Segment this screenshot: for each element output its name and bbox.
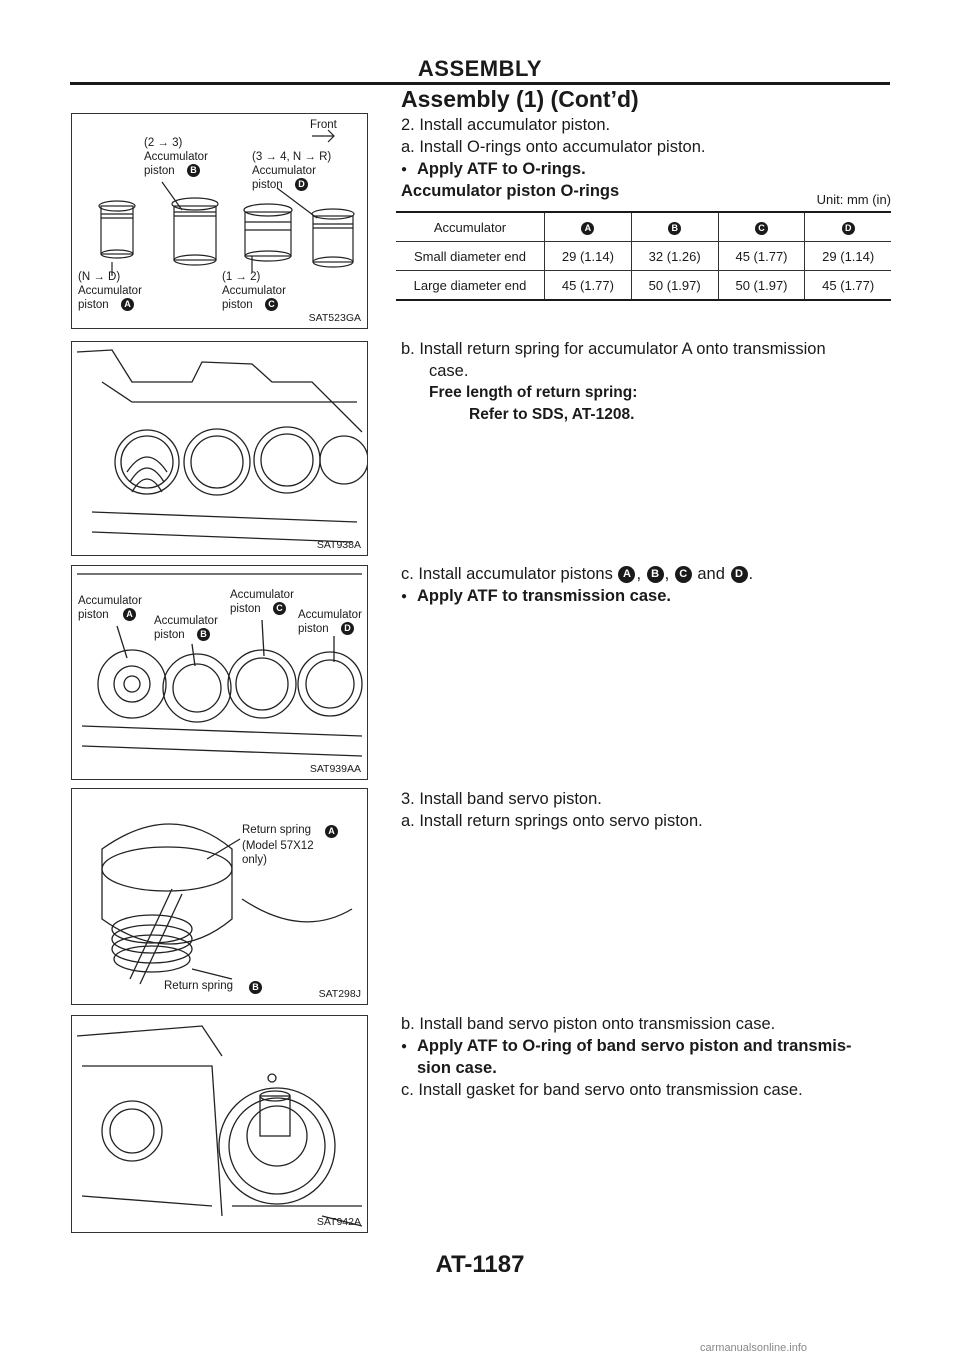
piston-a-label: (N → D) Accumulator piston [78, 271, 142, 311]
table-header-a: A [545, 212, 632, 242]
model-note-label: (Model 57X12 only) [242, 840, 314, 866]
step-3b-note: ● Apply ATF to O-ring of band servo piston and transmis- [401, 1035, 891, 1057]
marker-b: B [249, 981, 262, 994]
table-header-accumulator: Accumulator [396, 212, 545, 242]
marker-a: A [618, 566, 635, 583]
subsection-title: Assembly (1) (Cont’d) [401, 86, 639, 112]
figure-servo-springs [71, 788, 368, 1005]
step-2c-block [401, 563, 891, 607]
step-2a: a. Install O-rings onto accumulator piston. [401, 138, 706, 156]
piston-b-label: (2 → 3) Accumulator piston [144, 137, 208, 177]
table-cell: 29 (1.14) [805, 242, 891, 271]
step-2b-cont: case. [429, 362, 469, 380]
table-cell: Small diameter end [396, 242, 545, 271]
table-row [396, 271, 891, 301]
marker-c: C [273, 602, 286, 615]
figure-code: SAT939AA [309, 763, 361, 775]
page-number: AT-1187 [435, 1251, 525, 1278]
step-2c-text: c. Install accumulator pistons [401, 565, 613, 583]
step-2b-block [401, 338, 891, 426]
piston-c-label: (1 → 2) Accumulator piston [222, 271, 286, 311]
step-2: 2. Install accumulator piston. [401, 116, 611, 134]
header-rule [70, 82, 890, 85]
table-row [396, 242, 891, 271]
section-title: ASSEMBLY [417, 56, 543, 81]
table-cell: 45 (1.77) [805, 271, 891, 301]
step-2b: b. Install return spring for accumulator A onto transmission [401, 340, 826, 358]
figure-band-servo [71, 1015, 368, 1233]
marker-b: B [197, 628, 210, 641]
o-ring-table [396, 211, 891, 301]
spring-spec-ref: Refer to SDS, AT-1208. [469, 406, 635, 423]
step-3b-note-cont: sion case. [417, 1059, 497, 1077]
marker-a: A [123, 608, 136, 621]
figure-code: SAT938A [316, 539, 361, 551]
step-3: 3. Install band servo piston. [401, 790, 602, 808]
step-3c: c. Install gasket for band servo onto transmission case. [401, 1081, 803, 1099]
marker-b: B [647, 566, 664, 583]
table-cell: 29 (1.14) [545, 242, 632, 271]
step-3a: a. Install return springs onto servo piston. [401, 812, 703, 830]
table-cell: 32 (1.26) [631, 242, 718, 271]
table-header-c: C [718, 212, 805, 242]
step-3-block [401, 788, 891, 832]
step-3bc-block [401, 1013, 891, 1101]
band-servo-drawing [72, 1016, 368, 1233]
figure-pistons-installed [71, 565, 368, 780]
unit-label: Unit: mm (in) [816, 192, 891, 207]
marker-c: C [265, 298, 278, 311]
servo-springs-drawing [72, 789, 368, 1005]
table-header-d: D [805, 212, 891, 242]
marker-d: D [341, 622, 354, 635]
watermark: carmanualsonline.info [700, 1342, 808, 1354]
return-spring-b-label: Return spring [164, 980, 234, 992]
step-3b: b. Install band servo piston onto transmission case. [401, 1015, 776, 1033]
step-2c-and: and [697, 565, 725, 583]
marker-d: D [295, 178, 308, 191]
figure-code: SAT523GA [308, 312, 361, 324]
table-header-row [396, 212, 891, 242]
step-2c-note: ● Apply ATF to transmission case. [401, 585, 891, 607]
front-label: Front [310, 119, 337, 131]
return-spring-drawing [72, 342, 368, 556]
marker-c: C [675, 566, 692, 583]
accumulator-piston-b-label: Accumulator piston [154, 615, 218, 641]
marker-b: B [187, 164, 200, 177]
step-2a-note: ● Apply ATF to O-rings. [401, 158, 891, 180]
marker-a: A [325, 825, 338, 838]
table-title: Accumulator piston O-rings [401, 182, 620, 200]
marker-d: D [731, 566, 748, 583]
step-2-block [401, 114, 891, 202]
step-2c: c. Install accumulator pistons A , B , C and D . [401, 565, 754, 583]
table-cell: Large diameter end [396, 271, 545, 301]
figure-return-spring [71, 341, 368, 556]
figure-code: SAT942A [316, 1216, 361, 1228]
table-header-b: B [631, 212, 718, 242]
table-cell: 45 (1.77) [545, 271, 632, 301]
accumulator-piston-d-label: Accumulator piston [298, 609, 362, 635]
return-spring-a-label: Return spring [242, 824, 312, 836]
piston-d-label: (3 → 4, N → R) Accumulator piston [252, 151, 332, 191]
table-cell: 50 (1.97) [631, 271, 718, 301]
table-cell: 45 (1.77) [718, 242, 805, 271]
accumulator-piston-c-label: Accumulator piston [230, 589, 294, 615]
figure-accumulator-pistons [71, 113, 368, 329]
table-cell: 50 (1.97) [718, 271, 805, 301]
spring-spec-label: Free length of return spring: [429, 384, 638, 401]
marker-a: A [121, 298, 134, 311]
figure-code: SAT298J [318, 988, 361, 1000]
accumulator-piston-a-label: Accumulator piston [78, 595, 142, 621]
